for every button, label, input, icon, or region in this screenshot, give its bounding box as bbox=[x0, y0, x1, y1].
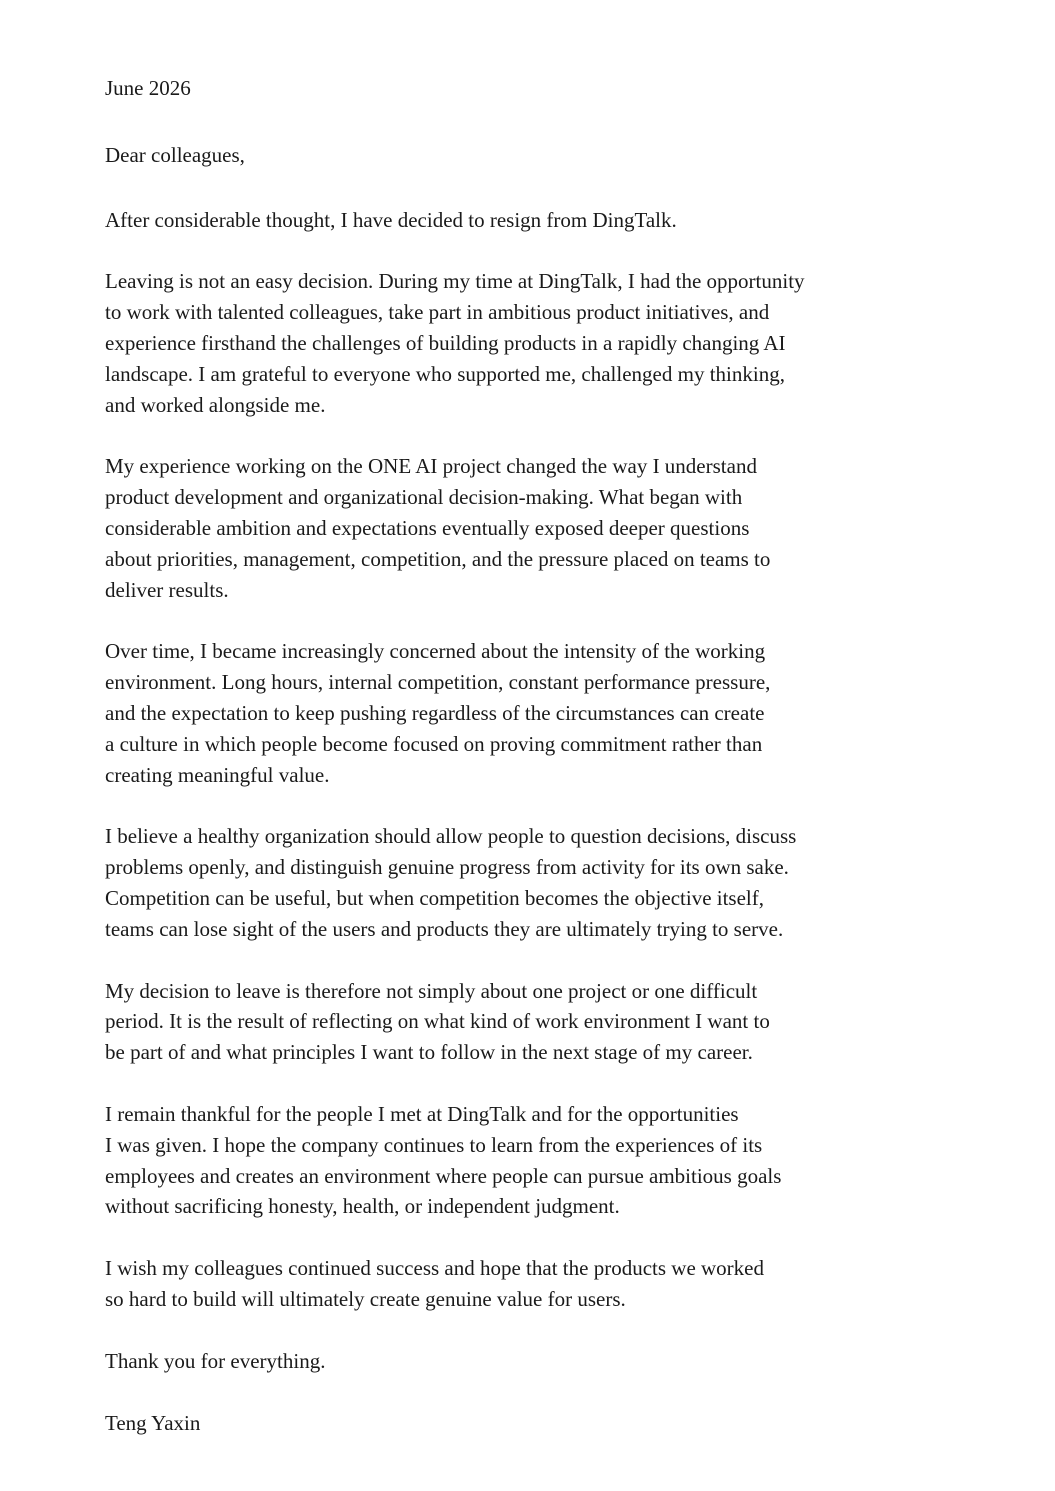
paragraph-line: so hard to build will ultimately create genuine value for users. bbox=[105, 1286, 626, 1311]
paragraph-line: problems openly, and distinguish genuine progress from activity for its own sake. bbox=[105, 855, 789, 880]
paragraph-2 bbox=[105, 266, 905, 420]
paragraph-line: teams can lose sight of the users and products they are ultimately trying to serve. bbox=[105, 916, 784, 941]
paragraph-line: period. It is the result of reflecting on what kind of work environment I want to bbox=[105, 1009, 770, 1034]
paragraph-line: My experience working on the ONE AI project changed the way I understand bbox=[105, 454, 757, 479]
closing bbox=[105, 1346, 905, 1377]
paragraph-line: I remain thankful for the people I met at DingTalk and for the opportunities bbox=[105, 1101, 739, 1126]
paragraph-line: Competition can be useful, but when competition becomes the objective itself, bbox=[105, 885, 764, 910]
paragraph-line: without sacrificing honesty, health, or independent judgment. bbox=[105, 1194, 620, 1219]
paragraph-line: and worked alongside me. bbox=[105, 392, 326, 417]
paragraph-line: After considerable thought, I have decided to resign from DingTalk. bbox=[105, 207, 677, 232]
paragraph-1 bbox=[105, 205, 905, 236]
paragraph-line: product development and organizational decision-making. What began with bbox=[105, 485, 743, 510]
paragraph-line: to work with talented colleagues, take part in ambitious product initiatives, and bbox=[105, 300, 770, 325]
paragraph-4 bbox=[105, 636, 905, 790]
paragraph-line: experience firsthand the challenges of building products in a rapidly changing AI bbox=[105, 330, 786, 355]
paragraph-line: My decision to leave is therefore not simply about one project or one difficult bbox=[105, 978, 758, 1003]
paragraph-line: environment. Long hours, internal competition, constant performance pressure, bbox=[105, 670, 771, 695]
paragraph-line: I believe a healthy organization should allow people to question decisions, discuss bbox=[105, 824, 797, 849]
paragraph-line: I was given. I hope the company continues to learn from the experiences of its bbox=[105, 1132, 763, 1157]
paragraph-6 bbox=[105, 976, 905, 1068]
paragraph-line: deliver results. bbox=[105, 577, 229, 602]
paragraph-line: landscape. I am grateful to everyone who supported me, challenged my thinking, bbox=[105, 361, 785, 386]
paragraph-line: and the expectation to keep pushing regardless of the circumstances can create bbox=[105, 700, 765, 725]
paragraph-line: a culture in which people become focused on proving commitment rather than bbox=[105, 731, 763, 756]
paragraph-3 bbox=[105, 451, 905, 605]
paragraph-5 bbox=[105, 821, 905, 944]
paragraph-line: creating meaningful value. bbox=[105, 762, 330, 787]
paragraph-line: Leaving is not an easy decision. During my time at DingTalk, I had the opportunity bbox=[105, 269, 805, 294]
letter-salutation: Dear colleagues, bbox=[105, 142, 245, 167]
letter-page bbox=[105, 73, 905, 1438]
paragraph-8 bbox=[105, 1253, 905, 1315]
paragraph-line: considerable ambition and expectations eventually exposed deeper questions bbox=[105, 515, 750, 540]
paragraph-line: I wish my colleagues continued success and hope that the products we worked bbox=[105, 1256, 764, 1281]
letter-date: June 2026 bbox=[105, 76, 191, 100]
paragraph-line: be part of and what principles I want to follow in the next stage of my career. bbox=[105, 1040, 753, 1065]
paragraph-line: about priorities, management, competition, and the pressure placed on teams to bbox=[105, 546, 771, 571]
paragraph-line: employees and creates an environment where people can pursue ambitious goals bbox=[105, 1163, 782, 1188]
signature: Teng Yaxin bbox=[105, 1410, 201, 1435]
paragraph-7 bbox=[105, 1099, 905, 1222]
paragraph-line: Thank you for everything. bbox=[105, 1348, 326, 1373]
paragraph-line: Over time, I became increasingly concerned about the intensity of the working bbox=[105, 639, 766, 664]
